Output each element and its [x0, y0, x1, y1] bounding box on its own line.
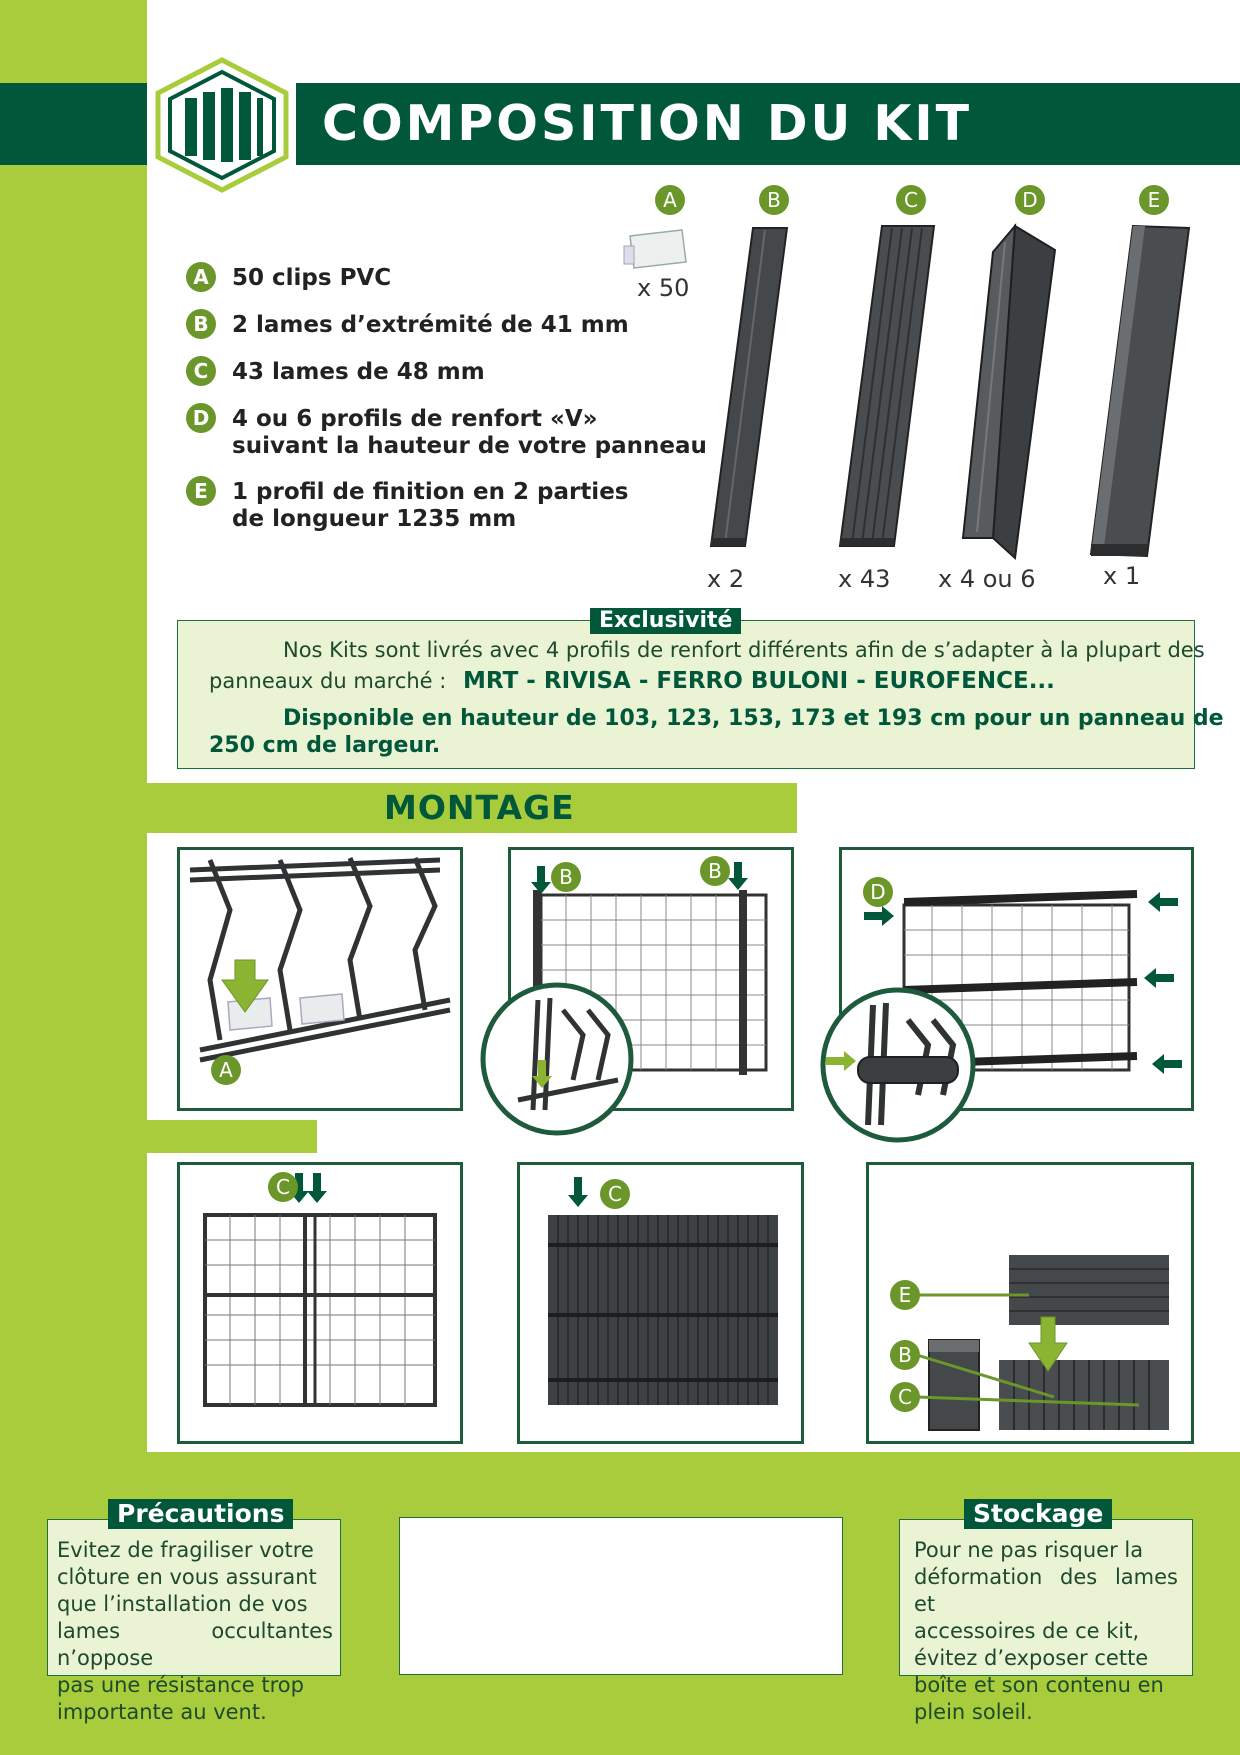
step-3-letter: D	[863, 877, 893, 907]
exclusivite-line2-prefix: panneaux du marché :	[209, 669, 447, 693]
clip-part-icon	[620, 222, 692, 274]
fence-logo-icon	[152, 56, 292, 194]
qty-e: x 1	[1103, 562, 1141, 590]
qty-d: x 4 ou 6	[938, 565, 1036, 593]
step-1-letter: A	[211, 1055, 241, 1085]
exclusivite-label: Exclusivité	[590, 608, 741, 634]
slat-part-icon	[830, 222, 940, 552]
letter-badge: B	[186, 309, 216, 339]
kit-item-text-line1: 4 ou 6 profils de renfort «V»	[232, 406, 598, 432]
montage-title: MONTAGE	[384, 788, 575, 827]
kit-item-text: 2 lames d’extrémité de 41 mm	[232, 312, 629, 338]
qty-a: x 50	[637, 274, 690, 302]
step-2-letter-left: B	[551, 862, 581, 892]
step-6-letter-b: B	[890, 1340, 920, 1370]
stockage-line: boîte et son contenu en	[914, 1673, 1164, 1697]
exclusivite-line1: Nos Kits sont livrés avec 4 profils de renfort différents afin de s’adapter à la plupart des	[283, 638, 1205, 662]
step-1-clip-panel	[177, 847, 463, 1111]
precautions-line: clôture en vous assurant	[57, 1565, 317, 1589]
precautions-line: que l’installation de vos	[57, 1592, 308, 1616]
step-2-letter-right: B	[700, 856, 730, 886]
precautions-text	[57, 1537, 333, 1726]
step-5-letter: C	[600, 1179, 630, 1209]
step-4-slats-insert	[177, 1162, 463, 1444]
stockage-line: évitez d’exposer cette	[914, 1646, 1149, 1670]
kit-item-text: 50 clips PVC	[232, 265, 392, 291]
kit-item-text-line1: 1 profil de finition en 2 parties	[232, 479, 629, 505]
kit-item-text-line2: de longueur 1235 mm	[232, 506, 517, 532]
finishing-profile-part-icon	[1085, 222, 1195, 562]
exclusivite-brands: MRT - RIVISA - FERRO BULONI - EUROFENCE...	[463, 668, 1055, 694]
letter-badge: E	[186, 476, 216, 506]
step-6-finishing-profile	[866, 1162, 1194, 1444]
part-letter-b: B	[759, 185, 789, 215]
step-5-slats-filled	[517, 1162, 804, 1444]
kit-item-text: 43 lames de 48 mm	[232, 359, 485, 385]
letter-badge: C	[186, 356, 216, 386]
precautions-label: Précautions	[108, 1499, 293, 1529]
qty-b: x 2	[707, 565, 745, 593]
step-6-letter-c: C	[890, 1382, 920, 1412]
stockage-line: accessoires de ce kit,	[914, 1619, 1140, 1643]
precautions-line: Evitez de fragiliser votre	[57, 1538, 314, 1562]
end-slat-part-icon	[705, 222, 795, 552]
step-5-illustration	[520, 1165, 807, 1447]
letter-badge: D	[186, 403, 216, 433]
exclusivite-line3: Disponible en hauteur de 103, 123, 153, 173 et 193 cm pour un panneau de	[283, 706, 1224, 731]
stockage-label: Stockage	[964, 1499, 1112, 1529]
precautions-line: pas une résistance trop	[57, 1673, 304, 1697]
part-letter-c: C	[896, 185, 926, 215]
step-2-zoom-detail	[478, 980, 636, 1138]
precautions-line: lames occultantes n’oppose	[57, 1619, 333, 1670]
divider-band	[147, 1120, 317, 1153]
qty-c: x 43	[838, 565, 891, 593]
exclusivite-line4: 250 cm de largeur.	[209, 733, 441, 758]
letter-badge: A	[186, 262, 216, 292]
page-title: COMPOSITION DU KIT	[322, 95, 972, 152]
step-3-zoom-detail	[818, 985, 978, 1145]
part-letter-d: D	[1015, 185, 1045, 215]
stockage-line: Pour ne pas risquer la	[914, 1538, 1144, 1562]
stockage-line: déformation des lames et	[914, 1565, 1178, 1616]
header-bar-left	[0, 83, 147, 165]
step-6-letter-e: E	[890, 1280, 920, 1310]
blank-box	[399, 1517, 843, 1675]
stockage-line: plein soleil.	[914, 1700, 1033, 1724]
kit-item-text-line2: suivant la hauteur de votre panneau	[232, 433, 707, 459]
part-letter-e: E	[1139, 185, 1169, 215]
precautions-line: importante au vent.	[57, 1700, 267, 1724]
exclusivite-line2	[209, 668, 1055, 694]
stockage-text	[914, 1537, 1178, 1726]
step-4-illustration	[180, 1165, 466, 1447]
v-profile-part-icon	[955, 222, 1065, 562]
step-6-illustration	[869, 1165, 1197, 1447]
part-letter-a: A	[655, 185, 685, 215]
step-4-letter: C	[268, 1172, 298, 1202]
